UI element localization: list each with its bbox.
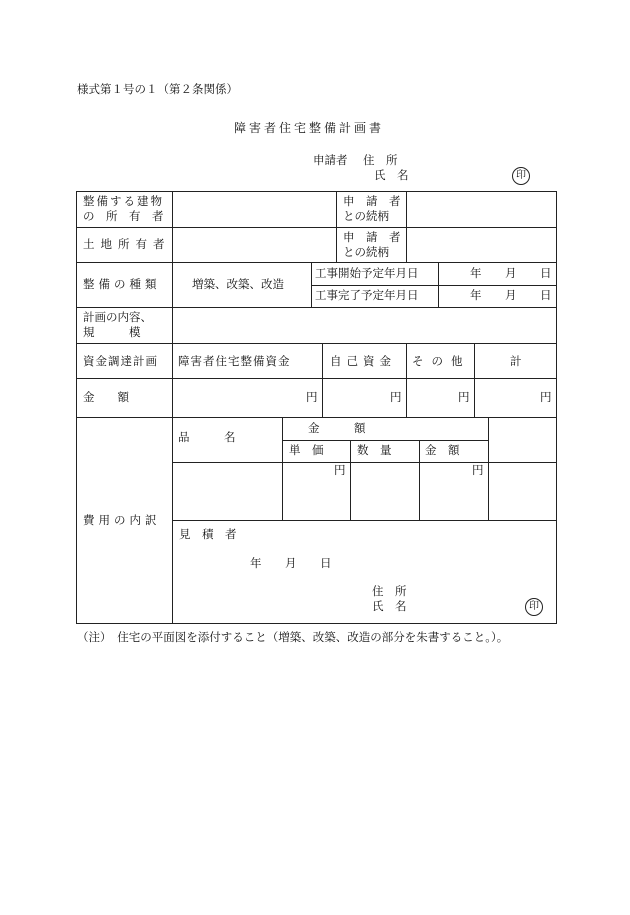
building-owner-label-2: の 所 有 者 — [83, 209, 164, 223]
end-date-label: 工事完了予定年月日 — [315, 288, 419, 302]
plan-content-field[interactable] — [174, 309, 554, 341]
start-date-label: 工事開始予定年月日 — [315, 266, 419, 280]
unit-price-header: 単 価 — [289, 443, 324, 457]
estimator-label: 見 積 者 — [179, 527, 237, 541]
relation-label-1a: 申 請 者 — [343, 194, 401, 208]
building-owner-field[interactable] — [174, 193, 334, 225]
applicant-label: 申請者 — [313, 153, 348, 167]
funding-plan-label: 資金調達計画 — [83, 354, 158, 368]
applicant-seal-icon: 印 — [512, 167, 530, 185]
funding-col-other: その他 — [412, 354, 471, 368]
relation-label-2b: との続柄 — [343, 245, 389, 259]
yen-unit-price: 円 — [334, 463, 346, 477]
end-day: 日 — [540, 288, 552, 302]
estimator-seal-icon: 印 — [525, 598, 543, 616]
amount-group-header: 金 額 — [308, 421, 366, 435]
relation-label-1b: との続柄 — [343, 209, 389, 223]
estimator-address-label: 住 所 — [372, 584, 407, 598]
yen-other: 円 — [458, 390, 470, 404]
amount-subheader: 金 額 — [425, 443, 460, 457]
applicant-address-label: 住 所 — [363, 153, 398, 167]
estimate-year: 年 — [250, 556, 262, 570]
amount-label: 金 額 — [83, 390, 129, 404]
quantity-header: 数 量 — [357, 443, 392, 457]
construction-type-label: 整備の種類 — [83, 277, 161, 291]
land-owner-label: 土地所有者 — [83, 237, 171, 251]
plan-content-label-2: 規 模 — [83, 325, 141, 339]
yen-item-amount: 円 — [472, 463, 484, 477]
form-number: 様式第１号の１（第２条関係） — [77, 82, 238, 96]
item-name-header: 品 名 — [178, 430, 236, 444]
building-owner-relation-field[interactable] — [408, 193, 554, 225]
start-day: 日 — [540, 266, 552, 280]
estimate-day: 日 — [320, 556, 332, 570]
end-year: 年 — [470, 288, 482, 302]
end-month: 月 — [505, 288, 517, 302]
applicant-name-label: 氏 名 — [374, 168, 409, 182]
construction-type-value: 増築、改築、改造 — [192, 277, 284, 291]
start-month: 月 — [505, 266, 517, 280]
relation-label-2a: 申 請 者 — [343, 230, 401, 244]
cost-breakdown-label: 費用の内訳 — [83, 513, 161, 527]
yen-own: 円 — [390, 390, 402, 404]
funding-col-own: 自己資金 — [330, 354, 396, 368]
footnote: （注） 住宅の平面図を添付すること（増築、改築、改造の部分を朱書すること。）。 — [77, 630, 509, 644]
land-owner-field[interactable] — [174, 229, 334, 260]
funding-col-total: 計 — [510, 354, 522, 368]
land-owner-relation-field[interactable] — [408, 229, 554, 260]
plan-content-label-1: 計画の内容、 — [83, 310, 152, 324]
funding-col-loan: 障害者住宅整備資金 — [178, 354, 291, 368]
building-owner-label-1: 整備する建物 — [83, 194, 164, 208]
start-year: 年 — [470, 266, 482, 280]
yen-total: 円 — [540, 390, 552, 404]
yen-loan: 円 — [306, 390, 318, 404]
document-title: 障害者住宅整備計画書 — [234, 121, 385, 135]
estimate-month: 月 — [285, 556, 297, 570]
estimator-name-label: 氏 名 — [372, 599, 407, 613]
